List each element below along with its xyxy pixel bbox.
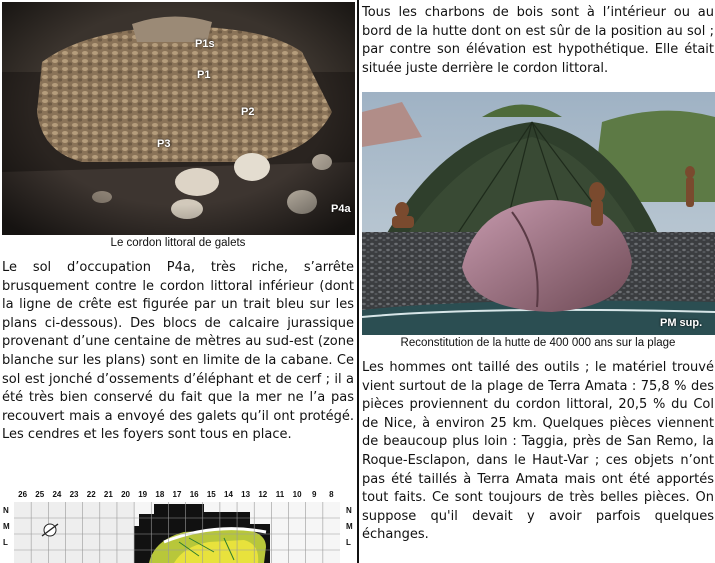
plan-column-number: 19 <box>138 490 148 499</box>
body-paragraph: Le sol d’occupation P4a, très riche, s’arrête brusquement contre le cordon littoral inférieur (dont la ligne de crête est figurée par un trait bleu sur les plans ci-dessous). Des blocs de calcaire jurassique provenant d’une centaine de mètres au sud-est (zone blanche sur les plans) sont en limite de la cabane. Ce sol est jonché d’ossements d’éléphant et de cerf ; il a été très bien conservé du fait que la mer ne l’a pas recouvert mais a envoyé des galets qu’il ont protégé. Les cendres et les foyers sont tous en place. <box>2 260 354 443</box>
plan-column-number: 17 <box>172 490 182 499</box>
plan-column-number: 22 <box>86 490 96 499</box>
excavation-plan <box>0 490 356 563</box>
plan-column-number: 14 <box>224 490 233 499</box>
plan-column-number: 21 <box>103 490 113 499</box>
plan-row-label: N <box>346 506 352 515</box>
layer-label-p2: P2 <box>241 106 255 118</box>
plan-column-number: 9 <box>312 490 317 499</box>
plan-row-label: M <box>346 522 353 531</box>
photo-credit: PM sup. <box>660 317 703 329</box>
photo-caption: Le cordon littoral de galets <box>110 237 246 249</box>
plan-row-label: L <box>3 538 8 547</box>
plan-column-number: 26 <box>18 490 28 499</box>
pebble-beach-photo <box>2 2 355 235</box>
hut-reconstruction-illustration <box>362 92 715 335</box>
bottom-paragraph: Les hommes ont taillé des outils ; le matériel trouvé vient surtout de la plage de Terra Amata : 75,8 % des pièces proviennent du cordon littoral, 20,5 % du Col de Nice, à environ 25 km. Quelques pièces viennent de beaucoup plus loin : Taggia, près de San Remo, la Roque-Esclapon, dans le Haut-Var ; ces objets n’ont pas été taillés à Terra Amata mais ont été apportés tout faits. Ce sont toujours de très belles pièces. On suppose qu'il devait y avoir parfois quelques échanges. <box>362 360 714 543</box>
illustration-caption: Reconstitution de la hutte de 400 000 ans sur la plage <box>400 337 676 349</box>
plan-column-number: 15 <box>206 490 216 499</box>
layer-label-p4a: P4a <box>331 203 351 215</box>
plan-column-number: 20 <box>121 490 130 499</box>
plan-column-number: 10 <box>292 490 302 499</box>
plan-column-number: 13 <box>241 490 251 499</box>
plan-column-number: 25 <box>35 490 45 499</box>
plan-grid <box>14 502 340 563</box>
column-divider <box>357 0 359 563</box>
right-column <box>361 0 715 563</box>
plan-column-number: 8 <box>329 490 334 499</box>
layer-label-p1s: P1s <box>195 38 215 50</box>
plan-column-number: 24 <box>52 490 62 499</box>
layer-label-p3: P3 <box>157 138 171 150</box>
plan-row-label: M <box>3 522 10 531</box>
plan-row-label: L <box>346 538 351 547</box>
top-paragraph: Tous les charbons de bois sont à l’intérieur ou au bord de la hutte dont on est sûr de la position au sol ; par contre son élévation est hypothétique. Elle était située juste derrière le cordon littoral. <box>362 5 714 76</box>
plan-row-label: N <box>3 506 9 515</box>
plan-column-number: 12 <box>258 490 268 499</box>
layer-label-p1: P1 <box>197 69 211 81</box>
plan-column-number: 23 <box>69 490 79 499</box>
plan-column-number: 18 <box>155 490 165 499</box>
left-column <box>0 0 356 563</box>
plan-column-number: 16 <box>189 490 199 499</box>
plan-column-number: 11 <box>275 490 285 499</box>
